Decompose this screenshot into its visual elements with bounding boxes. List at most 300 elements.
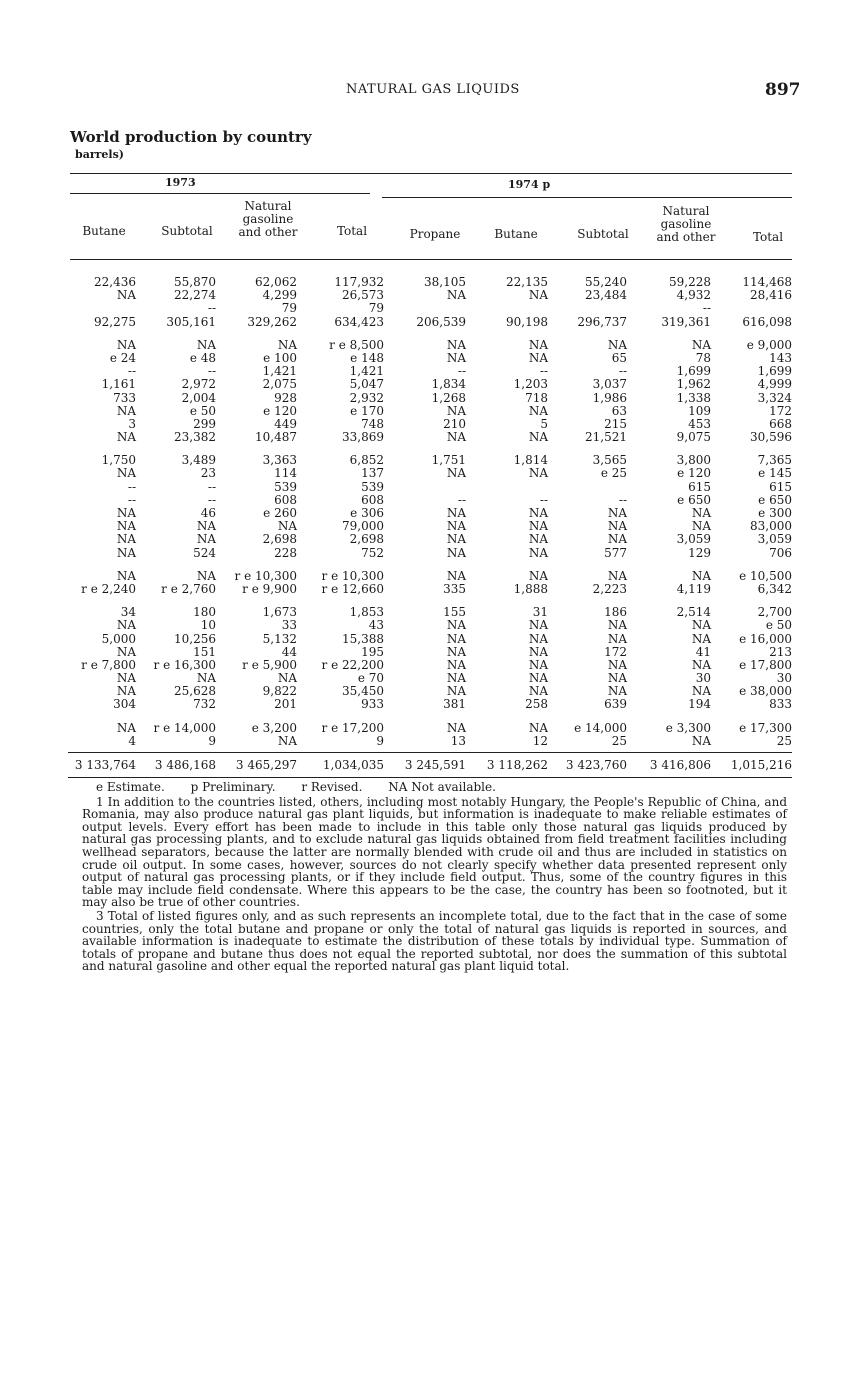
table-row: [0, 339, 868, 352]
table-cell: 3,037: [592, 377, 627, 392]
row-group: [0, 454, 868, 560]
table-cell: 3,489: [181, 453, 216, 468]
total-cell: 3 423,760: [565, 758, 627, 772]
table-cell: 59,228: [669, 275, 711, 289]
table-row: [0, 547, 868, 560]
table-cell: --: [618, 492, 627, 507]
table-cell: 7,365: [757, 453, 792, 468]
table-cell: 4,932: [676, 288, 711, 303]
table-cell: NA: [116, 644, 136, 659]
table-cell: 2,698: [349, 532, 384, 547]
table-row: [0, 735, 868, 748]
table-cell: NA: [446, 568, 466, 583]
table-cell: NA: [691, 657, 711, 672]
table-cell: 43: [368, 618, 384, 633]
table-row: [0, 289, 868, 302]
table-cell: 616,098: [742, 314, 792, 329]
table-cell: 833: [769, 697, 792, 712]
table-cell: 143: [769, 350, 792, 365]
table-row: [0, 619, 868, 632]
row-group: [0, 276, 868, 329]
table-cell: 2,514: [676, 605, 711, 620]
table-row: [0, 302, 868, 315]
table-cell: 1,421: [262, 364, 297, 379]
table-cell: 6,342: [757, 581, 792, 596]
table-cell: NA: [446, 337, 466, 352]
table-cell: 210: [443, 416, 466, 431]
table-cell: 5: [540, 416, 548, 431]
footnote-3: 3 Total of listed figures only, and as such represents an incomplete total, due to the fact that in the case of some countries, only the total butane and propane or only the total of natural gas liquids is reported in sources, and available information is inadequate to estimate the distribution of these totals by individual type. Summation of totals of propane and butane thus does not equal the reported subtotal, nor does the summation of this subtotal and natural gasoline and other equal the reported natural gas plant liquid total.: [82, 908, 787, 974]
table-cell: --: [127, 492, 136, 507]
table-cell: 577: [604, 545, 627, 560]
total-cell: 1,015,216: [730, 758, 792, 772]
table-cell: --: [702, 301, 711, 316]
table-cell: 1,751: [431, 453, 466, 468]
total-top-rule: [68, 752, 792, 753]
table-cell: 55,240: [585, 275, 627, 289]
table-cell: 213: [769, 644, 792, 659]
table-row: [0, 570, 868, 583]
table-cell: 33: [281, 618, 297, 633]
table-cell: NA: [528, 545, 548, 560]
table-cell: 90,198: [506, 314, 548, 329]
table-cell: 296,737: [577, 314, 627, 329]
table-cell: 634,423: [334, 314, 384, 329]
table-cell: 299: [193, 416, 216, 431]
table-cell: 26,573: [342, 288, 384, 303]
year-1973-label: 1973: [165, 176, 196, 189]
table-row: [0, 392, 868, 405]
table-cell: NA: [528, 519, 548, 534]
total-cell: 3 133,764: [74, 758, 136, 772]
total-bottom-rule: [68, 777, 792, 778]
table-cell: 10: [200, 618, 216, 633]
table-cell: NA: [446, 519, 466, 534]
table-cell: e 16,000: [739, 631, 792, 646]
table-cell: 539: [361, 479, 384, 494]
table-cell: e 70: [357, 671, 384, 686]
table-cell: NA: [446, 532, 466, 547]
table-cell: r e 10,300: [321, 568, 384, 583]
table-cell: NA: [528, 350, 548, 365]
table-cell: NA: [691, 631, 711, 646]
table-cell: 3,059: [757, 532, 792, 547]
table-cell: 55,870: [174, 275, 216, 289]
table-cell: 5,132: [262, 631, 297, 646]
table-cell: NA: [607, 684, 627, 699]
table-cell: 258: [525, 697, 548, 712]
row-group: [0, 339, 868, 445]
table-cell: e 24: [109, 350, 136, 365]
table-cell: 732: [193, 697, 216, 712]
table-cell: NA: [277, 337, 297, 352]
total-cell: 3 486,168: [154, 758, 216, 772]
table-cell: 12: [532, 733, 548, 748]
table-cell: 6,852: [349, 453, 384, 468]
table-cell: NA: [446, 657, 466, 672]
table-cell: NA: [607, 631, 627, 646]
table-cell: NA: [528, 288, 548, 303]
table-cell: 63: [611, 403, 627, 418]
table-row: [0, 431, 868, 444]
table-cell: 25,628: [174, 684, 216, 699]
table-cell: NA: [446, 430, 466, 445]
table-cell: 117,932: [334, 275, 384, 289]
legend-preliminary: p Preliminary.: [190, 780, 276, 794]
table-cell: 752: [361, 545, 384, 560]
table-cell: NA: [528, 644, 548, 659]
table-cell: 3,565: [592, 453, 627, 468]
table-cell: 453: [688, 416, 711, 431]
table-cell: 21,521: [585, 430, 627, 445]
table-top-rule: [70, 173, 792, 174]
table-cell: r e 9,900: [242, 581, 297, 596]
table-cell: 201: [274, 697, 297, 712]
table-cell: NA: [116, 568, 136, 583]
table-row: [0, 698, 868, 711]
table-cell: e 120: [263, 403, 297, 418]
table-cell: 2,932: [349, 390, 384, 405]
header-bottom-rule: [70, 259, 792, 260]
table-cell: 718: [525, 390, 548, 405]
page-header: [0, 80, 868, 102]
table-cell: 3,800: [676, 453, 711, 468]
table-cell: 9,822: [262, 684, 297, 699]
table-cell: 1,834: [431, 377, 466, 392]
table-cell: --: [207, 479, 216, 494]
table-cell: NA: [116, 519, 136, 534]
table-cell: 933: [361, 697, 384, 712]
table-cell: 319,361: [661, 314, 711, 329]
table-cell: 9: [208, 733, 216, 748]
table-subtitle: barrels): [75, 148, 124, 161]
table-cell: 129: [688, 545, 711, 560]
total-cell: 3 245,591: [404, 758, 466, 772]
table-cell: 31: [532, 605, 548, 620]
table-row: [0, 481, 868, 494]
table-cell: NA: [196, 671, 216, 686]
table-cell: NA: [277, 733, 297, 748]
row-group: [0, 722, 868, 748]
table-cell: NA: [446, 466, 466, 481]
year-1973-rule: [70, 193, 370, 194]
table-cell: 172: [769, 403, 792, 418]
table-cell: e 650: [758, 492, 792, 507]
table-row: [0, 378, 868, 391]
table-cell: e 306: [350, 506, 384, 520]
table-cell: NA: [691, 337, 711, 352]
table-cell: NA: [116, 618, 136, 633]
table-cell: 5,047: [349, 377, 384, 392]
table-cell: --: [127, 364, 136, 379]
table-cell: r e 2,760: [161, 581, 216, 596]
table-cell: e 300: [758, 506, 792, 520]
table-cell: 38,105: [424, 275, 466, 289]
table-cell: e 25: [600, 466, 627, 481]
total-cell: 3 118,262: [486, 758, 548, 772]
table-cell: e 48: [189, 350, 216, 365]
table-cell: 4: [128, 733, 136, 748]
year-1974-rule: [382, 197, 792, 198]
table-cell: r e 12,660: [321, 581, 384, 596]
table-cell: 41: [695, 644, 711, 659]
table-cell: r e 2,240: [81, 581, 136, 596]
table-cell: 25: [776, 733, 792, 748]
table-cell: 5,000: [101, 631, 136, 646]
table-cell: 195: [361, 644, 384, 659]
table-cell: e 100: [263, 350, 297, 365]
table-cell: e 260: [263, 506, 297, 520]
row-group: [0, 570, 868, 596]
table-cell: 35,450: [342, 684, 384, 699]
table-cell: NA: [196, 532, 216, 547]
table-cell: e 650: [677, 492, 711, 507]
table-cell: 186: [604, 605, 627, 620]
table-cell: --: [207, 364, 216, 379]
table-cell: e 148: [350, 350, 384, 365]
table-cell: NA: [691, 519, 711, 534]
table-cell: 151: [193, 644, 216, 659]
total-cell: 3 416,806: [649, 758, 711, 772]
table-cell: NA: [446, 618, 466, 633]
table-cell: 215: [604, 416, 627, 431]
table-cell: NA: [446, 684, 466, 699]
legend-revised: r Revised.: [301, 780, 363, 794]
table-cell: 2,004: [181, 390, 216, 405]
table-cell: NA: [528, 506, 548, 520]
table-cell: NA: [528, 430, 548, 445]
table-cell: NA: [116, 545, 136, 560]
table-cell: r e 22,200: [321, 657, 384, 672]
table-cell: 194: [688, 697, 711, 712]
table-row: [0, 467, 868, 480]
table-cell: e 14,000: [574, 720, 627, 735]
table-row: [0, 633, 868, 646]
table-cell: 79,000: [342, 519, 384, 534]
table-cell: 329,262: [247, 314, 297, 329]
table-cell: NA: [528, 720, 548, 735]
table-cell: NA: [607, 568, 627, 583]
table-cell: NA: [116, 684, 136, 699]
table-cell: 13: [450, 733, 466, 748]
table-cell: r e 5,900: [242, 657, 297, 672]
table-cell: e 3,300: [665, 720, 711, 735]
page-number: 897: [765, 80, 801, 100]
table-cell: NA: [446, 288, 466, 303]
table-cell: --: [207, 301, 216, 316]
table-cell: 10,487: [255, 430, 297, 445]
table-cell: 3,363: [262, 453, 297, 468]
table-cell: NA: [528, 337, 548, 352]
col-header-butane-1973: Butane: [82, 224, 126, 238]
table-cell: NA: [691, 568, 711, 583]
table-cell: --: [207, 492, 216, 507]
table-cell: 539: [274, 479, 297, 494]
table-cell: 1,203: [513, 377, 548, 392]
col-header-natural-gasoline-1974: Natural gasoline and other: [656, 204, 716, 244]
table-cell: 206,539: [416, 314, 466, 329]
table-cell: NA: [528, 532, 548, 547]
table-cell: e 145: [758, 466, 792, 481]
table-cell: NA: [196, 337, 216, 352]
legend-not-available: NA Not available.: [388, 780, 496, 794]
table-cell: 22,135: [506, 275, 548, 289]
table-cell: NA: [607, 506, 627, 520]
table-cell: NA: [116, 671, 136, 686]
table-cell: 62,062: [255, 275, 297, 289]
table-cell: 1,338: [676, 390, 711, 405]
table-cell: 4,119: [676, 581, 711, 596]
table-cell: 1,853: [349, 605, 384, 620]
table-cell: 615: [688, 479, 711, 494]
table-notes: [82, 781, 787, 974]
table-cell: 79: [368, 301, 384, 316]
table-cell: NA: [691, 733, 711, 748]
table-cell: 381: [443, 697, 466, 712]
table-cell: 2,972: [181, 377, 216, 392]
table-cell: NA: [116, 466, 136, 481]
table-cell: NA: [446, 350, 466, 365]
table-cell: 180: [193, 605, 216, 620]
table-cell: NA: [196, 519, 216, 534]
table-cell: 3: [128, 416, 136, 431]
table-cell: 733: [113, 390, 136, 405]
table-cell: 22,274: [174, 288, 216, 303]
table-cell: 9,075: [676, 430, 711, 445]
table-cell: 639: [604, 697, 627, 712]
table-row: [0, 316, 868, 329]
table-cell: NA: [116, 720, 136, 735]
table-cell: NA: [446, 506, 466, 520]
table-cell: 23,484: [585, 288, 627, 303]
col-header-subtotal-1973: Subtotal: [161, 224, 213, 238]
table-cell: NA: [607, 671, 627, 686]
row-group: [0, 606, 868, 712]
table-cell: 30,596: [750, 430, 792, 445]
table-cell: 608: [274, 492, 297, 507]
table-cell: e 50: [189, 403, 216, 418]
table-cell: --: [618, 364, 627, 379]
table-cell: NA: [446, 720, 466, 735]
table-cell: NA: [528, 403, 548, 418]
table-cell: 305,161: [166, 314, 216, 329]
table-cell: --: [457, 492, 466, 507]
table-cell: r e 7,800: [81, 657, 136, 672]
table-cell: NA: [446, 403, 466, 418]
table-cell: NA: [116, 430, 136, 445]
table-cell: 228: [274, 545, 297, 560]
table-cell: 46: [200, 506, 216, 520]
table-cell: NA: [528, 671, 548, 686]
table-cell: NA: [277, 519, 297, 534]
table-cell: 44: [281, 644, 297, 659]
table-cell: --: [127, 479, 136, 494]
table-cell: 3,059: [676, 532, 711, 547]
table-cell: NA: [196, 568, 216, 583]
table-cell: 9: [376, 733, 384, 748]
table-cell: NA: [528, 466, 548, 481]
table-cell: 3,324: [757, 390, 792, 405]
table-cell: NA: [528, 657, 548, 672]
table-row: [0, 405, 868, 418]
table-cell: 706: [769, 545, 792, 560]
table-cell: NA: [116, 506, 136, 520]
table-cell: 15,388: [342, 631, 384, 646]
table-cell: 2,223: [592, 581, 627, 596]
table-cell: 1,986: [592, 390, 627, 405]
table-cell: 34: [120, 605, 136, 620]
table-cell: 1,421: [349, 364, 384, 379]
table-cell: 109: [688, 403, 711, 418]
table-cell: r e 16,300: [153, 657, 216, 672]
table-cell: 83,000: [750, 519, 792, 534]
table-cell: 1,814: [513, 453, 548, 468]
year-1974-label: 1974 p: [508, 178, 551, 191]
table-cell: e 10,500: [739, 568, 792, 583]
table-cell: NA: [446, 545, 466, 560]
table-cell: 2,075: [262, 377, 297, 392]
table-cell: 4,999: [757, 377, 792, 392]
table-cell: NA: [528, 618, 548, 633]
table-cell: NA: [607, 519, 627, 534]
table-cell: 608: [361, 492, 384, 507]
table-cell: 172: [604, 644, 627, 659]
table-cell: NA: [446, 644, 466, 659]
table-cell: e 3,200: [251, 720, 297, 735]
table-cell: 65: [611, 350, 627, 365]
table-cell: 28,416: [750, 288, 792, 303]
table-cell: 1,268: [431, 390, 466, 405]
col-header-propane-1974: Propane: [409, 227, 461, 241]
table-cell: NA: [116, 532, 136, 547]
table-cell: 2,698: [262, 532, 297, 547]
total-cell: 1,034,035: [322, 758, 384, 772]
total-row: [0, 758, 868, 774]
table-title: World production by country: [70, 128, 312, 146]
table-cell: NA: [116, 403, 136, 418]
table-cell: e 120: [677, 466, 711, 481]
table-cell: NA: [116, 288, 136, 303]
table-cell: NA: [528, 568, 548, 583]
table-cell: NA: [277, 671, 297, 686]
table-cell: r e 17,200: [321, 720, 384, 735]
table-cell: 1,161: [101, 377, 136, 392]
table-cell: e 17,300: [739, 720, 792, 735]
table-cell: NA: [528, 684, 548, 699]
table-cell: NA: [446, 631, 466, 646]
table-cell: 78: [695, 350, 711, 365]
table-cell: e 50: [765, 618, 792, 633]
table-cell: 23,382: [174, 430, 216, 445]
table-cell: 114,468: [742, 275, 792, 289]
table-cell: 1,750: [101, 453, 136, 468]
table-cell: NA: [607, 657, 627, 672]
table-cell: r e 10,300: [234, 568, 297, 583]
table-row: [0, 646, 868, 659]
table-cell: 1,888: [513, 581, 548, 596]
col-header-natural-gasoline-1973: Natural gasoline and other: [238, 199, 298, 239]
table-cell: 2,700: [757, 605, 792, 620]
table-cell: 928: [274, 390, 297, 405]
table-cell: 79: [281, 301, 297, 316]
table-cell: e 9,000: [746, 337, 792, 352]
table-cell: NA: [116, 337, 136, 352]
table-cell: 137: [361, 466, 384, 481]
table-cell: e 17,800: [739, 657, 792, 672]
table-cell: 449: [274, 416, 297, 431]
table-cell: 155: [443, 605, 466, 620]
table-cell: NA: [607, 618, 627, 633]
